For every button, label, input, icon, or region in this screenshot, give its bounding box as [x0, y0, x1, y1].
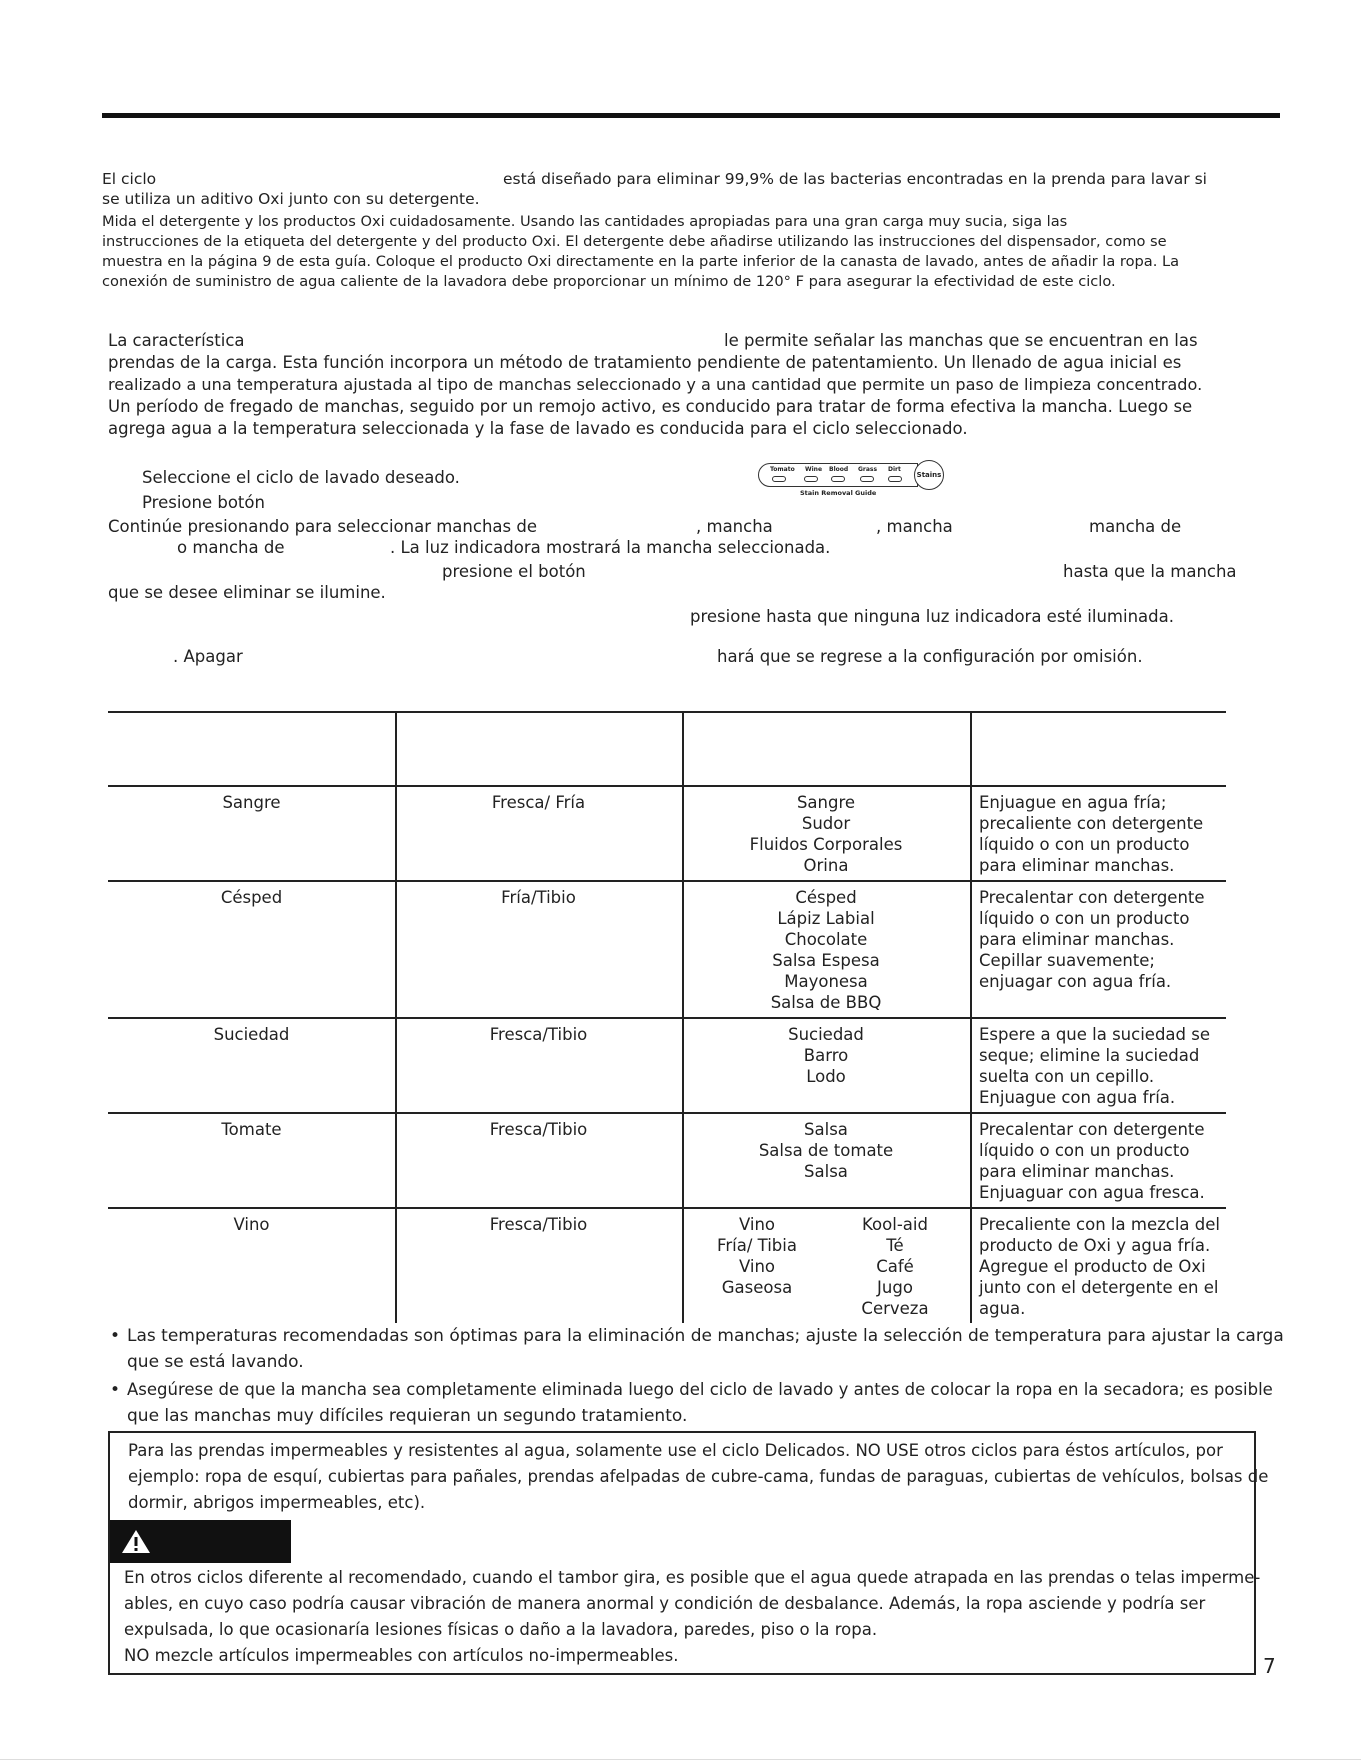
table-row-2-types — [682, 887, 970, 1013]
stain-type: Vino — [738, 1215, 776, 1234]
warning-line: dormir, abrigos impermeables, etc). — [128, 1493, 426, 1512]
table-row-5-types-right — [830, 1214, 960, 1319]
stain-type: Té — [886, 1236, 904, 1255]
table-col-divider — [970, 711, 972, 1323]
intro-line-1a: El ciclo — [102, 170, 157, 188]
guide-label-dirt: Dirt — [888, 466, 901, 473]
table-row-1-temp: Fresca/ Fría — [491, 793, 586, 812]
step-4b: . La luz indicadora mostrará la mancha seleccionada. — [390, 538, 831, 557]
bullet-line-1: Las temperaturas recomendadas son óptimas para la eliminación de manchas; ajuste la selección de temperatura para ajustar la carga — [127, 1326, 1284, 1346]
stain-type: Orina — [803, 856, 849, 875]
guide-led-grass — [860, 476, 874, 482]
guide-label-blood: Blood — [829, 466, 849, 473]
stain-type: Césped — [795, 888, 857, 907]
table-rule — [108, 1112, 1226, 1114]
feature-line-3: realizado a una temperatura ajustada al tipo de manchas seleccionado y a una cantidad que permite un paso de limpieza concentrado. — [108, 375, 1203, 394]
table-row-4-temp: Fresca/Tibio — [489, 1120, 588, 1139]
warning-line: ejemplo: ropa de esquí, cubiertas para pañales, prendas afelpadas de cubre-cama, fundas de paraguas, cubiertas de vehículos, bolsas de — [128, 1467, 1269, 1486]
stain-type: Salsa de BBQ — [770, 993, 882, 1012]
table-rule — [108, 711, 1226, 713]
step-3b: , mancha — [696, 517, 773, 536]
pretreat-line: líquido o con un producto — [979, 909, 1190, 928]
table-row-2-pretreat — [979, 887, 1226, 992]
guide-label-wine: Wine — [805, 466, 823, 473]
stain-type: Salsa — [804, 1120, 848, 1139]
table-rule — [108, 1017, 1226, 1019]
bullet-line-1: Asegúrese de que la mancha sea completamente eliminada luego del ciclo de lavado y antes de colocar la ropa en la secadora; es posible — [127, 1380, 1273, 1399]
table-row-4-types — [682, 1119, 970, 1182]
stain-type: Gaseosa — [721, 1278, 793, 1297]
step-8b: hará que se regrese a la configuración por omisión. — [717, 647, 1143, 666]
warning-triangle-icon — [121, 1529, 151, 1554]
pretreat-line: seque; elimine la suciedad — [979, 1046, 1200, 1065]
guide-led-blood — [831, 476, 845, 482]
step-5a: presione el botón — [442, 562, 586, 581]
table-row-1-pretreat — [979, 792, 1226, 876]
page-number: 7 — [1263, 1654, 1276, 1678]
stain-type: Cerveza — [861, 1299, 929, 1318]
pretreat-line: líquido o con un producto — [979, 835, 1190, 854]
table-row-3-temp: Fresca/Tibio — [489, 1025, 588, 1044]
stains-button[interactable]: Stains — [914, 460, 944, 490]
step-1: Seleccione el ciclo de lavado deseado. — [142, 468, 460, 487]
bullet-dot: • — [110, 1326, 121, 1346]
table-rule — [108, 785, 1226, 787]
stain-type: Jugo — [877, 1278, 913, 1297]
stain-type: Lodo — [806, 1067, 846, 1086]
guide-led-wine — [804, 476, 818, 482]
warning-header-bar — [110, 1520, 291, 1563]
warning-line: En otros ciclos diferente al recomendado, cuando el tambor gira, es posible que el agua quede atrapada en las prendas o telas imperme- — [124, 1568, 1261, 1587]
step-3d: mancha de — [1089, 517, 1182, 536]
table-rule — [108, 1207, 1226, 1209]
stain-type: Sudor — [801, 814, 851, 833]
feature-line-5: agrega agua a la temperatura seleccionada y la fase de lavado es conducida para el ciclo seleccionado. — [108, 419, 968, 438]
intro-line-6: conexión de suministro de agua caliente de la lavadora debe proporcionar un mínimo de 120° F para asegurar la efectividad de este ciclo. — [102, 273, 1116, 290]
step-2: Presione botón — [142, 493, 265, 512]
stain-removal-guide-panel — [758, 460, 942, 500]
guide-led-dirt — [888, 476, 902, 482]
table-row-1-types — [682, 792, 970, 876]
warning-line: Para las prendas impermeables y resistentes al agua, solamente use el ciclo Delicados. NO USE otros ciclos para éstos artículos, por — [128, 1441, 1223, 1460]
feature-line-4: Un período de fregado de manchas, seguido por un remojo activo, es conducido para tratar de forma efectiva la mancha. Luego se — [108, 397, 1193, 416]
intro-line-5: muestra en la página 9 de esta guía. Coloque el producto Oxi directamente en la parte inferior de la canasta de lavado, antes de añadir la ropa. La — [102, 253, 1180, 270]
step-4a: o mancha de — [177, 538, 285, 557]
intro-line-2: se utiliza un aditivo Oxi junto con su detergente. — [102, 190, 480, 208]
table-row-4-stain: Tomate — [221, 1120, 282, 1139]
pretreat-line: producto de Oxi y agua fría. — [979, 1236, 1211, 1255]
pretreat-line: Cepillar suavemente; — [979, 951, 1155, 970]
pretreat-line: suelta con un cepillo. — [979, 1067, 1155, 1086]
intro-line-3: Mida el detergente y los productos Oxi cuidadosamente. Usando las cantidades apropiadas para una gran carga muy sucia, siga las — [102, 213, 1068, 230]
stain-type: Salsa Espesa — [772, 951, 880, 970]
pretreat-line: Precalentar con detergente — [979, 1120, 1205, 1139]
step-7: presione hasta que ninguna luz indicadora esté iluminada. — [690, 607, 1174, 626]
pretreat-line: precaliente con detergente — [979, 814, 1204, 833]
bullet-line-2: que se está lavando. — [127, 1352, 304, 1372]
guide-label-tomato: Tomato — [770, 466, 795, 473]
warning-line: ables, en cuyo caso podría causar vibración de manera anormal y condición de desbalance. Además, la ropa asciende y podría ser — [124, 1594, 1206, 1613]
table-row-5-temp: Fresca/Tibio — [489, 1215, 588, 1234]
stain-type: Suciedad — [788, 1025, 864, 1044]
bullet-dot: • — [110, 1380, 121, 1400]
stain-type: Chocolate — [784, 930, 868, 949]
bottom-rule — [0, 1759, 1361, 1760]
stain-type: Salsa — [804, 1162, 848, 1181]
stain-type: Lápiz Labial — [777, 909, 875, 928]
table-row-5-stain: Vino — [233, 1215, 270, 1234]
stain-type: Sangre — [796, 793, 856, 812]
guide-led-tomato — [772, 476, 786, 482]
pretreat-line: agua. — [979, 1299, 1026, 1318]
stain-type: Kool-aid — [862, 1215, 928, 1234]
warning-line: expulsada, lo que ocasionaría lesiones físicas o daño a la lavadora, paredes, piso o la ropa. — [124, 1620, 878, 1639]
guide-caption: Stain Removal Guide — [800, 489, 877, 497]
warning-box — [108, 1431, 1269, 1675]
table-row-2-stain: Césped — [220, 888, 283, 907]
pretreat-line: Enjuague con agua fría. — [979, 1088, 1176, 1107]
table-row-1-stain: Sangre — [222, 793, 281, 812]
step-3a: Continúe presionando para seleccionar manchas de — [108, 517, 537, 536]
feature-line-1a: La característica — [108, 331, 245, 350]
pretreat-line: Precalentar con detergente — [979, 888, 1205, 907]
stain-type: Mayonesa — [784, 972, 868, 991]
pretreat-line: líquido o con un producto — [979, 1141, 1190, 1160]
table-row-3-types — [682, 1024, 970, 1087]
pretreat-line: Precaliente con la mezcla del — [979, 1215, 1220, 1234]
pretreat-line: para eliminar manchas. — [979, 930, 1175, 949]
table-row-2-temp: Fría/Tibio — [501, 888, 576, 907]
warning-line: NO mezcle artículos impermeables con artículos no-impermeables. — [124, 1646, 679, 1665]
stain-type: Fluidos Corporales — [749, 835, 903, 854]
table-row-4-pretreat — [979, 1119, 1226, 1203]
top-rule — [102, 113, 1280, 118]
intro-line-1b: está diseñado para eliminar 99,9% de las bacterias encontradas en la prenda para lavar si — [503, 170, 1207, 188]
step-8a: . Apagar — [173, 647, 243, 666]
pretreat-line: junto con el detergente en el — [979, 1278, 1219, 1297]
table-row-5-types-left — [692, 1214, 822, 1298]
step-6: que se desee eliminar se ilumine. — [108, 583, 386, 602]
stain-type: Café — [876, 1257, 914, 1276]
pretreat-line: Enjuague en agua fría; — [979, 793, 1167, 812]
step-3c: , mancha — [876, 517, 953, 536]
pretreat-line: para eliminar manchas. — [979, 1162, 1175, 1181]
table-row-5-pretreat — [979, 1214, 1226, 1319]
table-row-3-pretreat — [979, 1024, 1226, 1108]
pretreat-line: para eliminar manchas. — [979, 856, 1175, 875]
stain-type: Vino — [738, 1257, 776, 1276]
stain-type: Salsa de tomate — [758, 1141, 894, 1160]
feature-line-2: prendas de la carga. Esta función incorpora un método de tratamiento pendiente de patentamiento. Un llenado de agua inicial es — [108, 353, 1182, 372]
pretreat-line: Espere a que la suciedad se — [979, 1025, 1210, 1044]
feature-line-1b: le permite señalar las manchas que se encuentran en las — [724, 331, 1198, 350]
step-5b: hasta que la mancha — [1063, 562, 1237, 581]
intro-line-4: instrucciones de la etiqueta del detergente y del producto Oxi. El detergente debe añadirse utilizando las instrucciones del dispensador, como se — [102, 233, 1167, 250]
guide-label-grass: Grass — [858, 466, 878, 473]
pretreat-line: enjuagar con agua fría. — [979, 972, 1172, 991]
pretreat-line: Agregue el producto de Oxi — [979, 1257, 1206, 1276]
stain-type: Barro — [803, 1046, 849, 1065]
stain-type: Fría/ Tibia — [717, 1236, 797, 1255]
table-row-3-stain: Suciedad — [213, 1025, 290, 1044]
table-rule — [108, 880, 1226, 882]
bullet-line-2: que las manchas muy difíciles requieran un segundo tratamiento. — [127, 1406, 688, 1426]
pretreat-line: Enjuaguar con agua fresca. — [979, 1183, 1205, 1202]
